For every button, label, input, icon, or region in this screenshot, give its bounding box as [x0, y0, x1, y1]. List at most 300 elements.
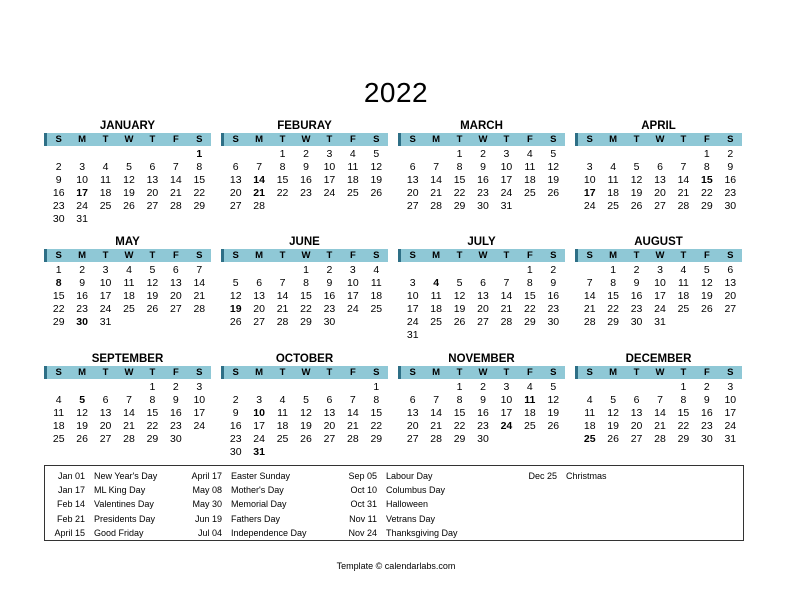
month-name: FEBURAY — [277, 120, 332, 132]
day-cell: 15 — [193, 174, 206, 186]
day-cell: 30 — [701, 433, 713, 445]
weekday-label: S — [550, 250, 557, 261]
holiday-row — [45, 512, 157, 526]
weekday-label: S — [586, 250, 593, 261]
day-cell: 3 — [196, 381, 203, 393]
day-cell: 8 — [703, 161, 710, 173]
day-cell: 28 — [193, 303, 206, 315]
day-cell: 30 — [630, 316, 643, 328]
day-cell: 14 — [170, 174, 182, 186]
month-may — [44, 235, 211, 329]
holiday-name: Fathers Day — [231, 513, 281, 524]
day-cell: 11 — [524, 161, 536, 173]
day-cell: 6 — [409, 394, 416, 406]
weekday-label: S — [232, 134, 239, 145]
day-cell: 11 — [430, 290, 442, 302]
day-grid — [44, 148, 211, 226]
weekday-label: T — [680, 250, 687, 261]
day-cell: 25 — [607, 200, 619, 212]
day-cell: 12 — [76, 407, 88, 419]
day-cell: 13 — [146, 174, 159, 186]
day-cell: 28 — [253, 200, 265, 212]
day-cell: 21 — [430, 420, 442, 432]
holiday-name: Valentines Day — [94, 499, 154, 510]
weekday-label: F — [349, 134, 356, 145]
day-cell: 19 — [229, 303, 242, 315]
day-cell: 30 — [477, 433, 489, 445]
day-cell: 7 — [349, 394, 356, 406]
weekday-label: S — [409, 367, 416, 378]
holiday-row — [45, 469, 157, 483]
day-cell: 26 — [453, 316, 466, 328]
day-cell: 20 — [99, 420, 112, 432]
day-cell: 23 — [477, 187, 489, 199]
day-cell: 8 — [303, 277, 309, 289]
day-cell: 10 — [500, 161, 513, 173]
day-cell: 26 — [547, 187, 560, 199]
day-cell: 31 — [500, 200, 513, 212]
day-cell: 15 — [701, 174, 713, 186]
day-cell: 25 — [583, 433, 596, 445]
day-cell: 29 — [300, 316, 312, 328]
day-cell: 21 — [500, 303, 513, 315]
day-cell: 23 — [547, 303, 560, 315]
day-cell: 8 — [456, 394, 463, 406]
day-cell: 2 — [232, 394, 239, 406]
day-cell: 19 — [123, 187, 135, 199]
day-cell: 7 — [279, 277, 286, 289]
weekday-header — [44, 249, 211, 262]
weekday-label: M — [609, 367, 618, 378]
day-cell: 19 — [630, 187, 643, 199]
day-cell: 2 — [550, 264, 557, 276]
weekday-label: S — [232, 250, 239, 261]
day-cell: 9 — [172, 394, 179, 406]
day-cell: 26 — [229, 316, 242, 328]
day-cell: 27 — [323, 433, 336, 445]
day-cell: 27 — [654, 200, 666, 212]
day-cell: 30 — [170, 433, 182, 445]
holiday-name: New Year's Day — [94, 471, 158, 481]
day-cell: 25 — [52, 433, 65, 445]
holiday-row — [180, 469, 307, 483]
holiday-column — [335, 469, 458, 540]
weekday-label: W — [655, 367, 665, 378]
day-cell: 1 — [680, 381, 687, 393]
day-cell: 9 — [79, 277, 86, 289]
day-cell: 4 — [102, 161, 109, 173]
day-cell: 31 — [406, 329, 419, 341]
holiday-column — [180, 469, 307, 540]
day-cell: 19 — [370, 174, 383, 186]
day-cell: 11 — [347, 161, 359, 173]
month-name: NOVEMBER — [448, 353, 515, 365]
day-cell: 28 — [123, 433, 135, 445]
day-cell: 25 — [677, 303, 690, 315]
weekday-label: S — [409, 250, 416, 261]
day-cell: 25 — [276, 433, 289, 445]
day-cell: 25 — [524, 420, 536, 432]
day-cell: 24 — [76, 200, 88, 212]
holiday-date: Feb 21 — [56, 513, 85, 524]
day-cell: 5 — [633, 161, 640, 173]
day-cell: 3 — [503, 148, 510, 160]
empty-day — [247, 381, 270, 394]
weekday-label: S — [55, 134, 62, 145]
day-cell: 11 — [677, 277, 689, 289]
day-cell: 16 — [724, 174, 737, 186]
holiday-row — [335, 497, 458, 511]
day-cell: 27 — [406, 433, 419, 445]
day-cell: 13 — [654, 174, 666, 186]
day-cell: 1 — [456, 381, 463, 393]
month-november — [398, 352, 565, 446]
day-cell: 11 — [53, 407, 65, 419]
day-cell: 24 — [323, 187, 336, 199]
day-cell: 24 — [253, 433, 265, 445]
month-name: JANUARY — [99, 120, 156, 132]
empty-day — [318, 381, 341, 394]
day-cell: 24 — [583, 200, 596, 212]
day-cell: 27 — [146, 200, 159, 212]
day-cell: 15 — [52, 290, 65, 302]
day-cell: 18 — [583, 420, 596, 432]
day-cell: 2 — [633, 264, 640, 276]
weekday-label: T — [503, 134, 510, 145]
day-cell: 14 — [500, 290, 513, 302]
day-cell: 15 — [453, 174, 466, 186]
day-cell: 14 — [276, 290, 289, 302]
day-cell: 23 — [170, 420, 182, 432]
day-cell: 19 — [453, 303, 466, 315]
weekday-label: F — [703, 134, 710, 145]
weekday-label: M — [78, 367, 87, 378]
day-cell: 18 — [607, 187, 619, 199]
day-cell: 10 — [193, 394, 206, 406]
day-cell: 5 — [456, 277, 463, 289]
weekday-label: F — [172, 250, 179, 261]
day-cell: 3 — [349, 264, 356, 276]
day-cell: 23 — [323, 303, 336, 315]
day-cell: 3 — [727, 381, 734, 393]
day-cell: 16 — [547, 290, 560, 302]
day-cell: 1 — [303, 264, 309, 276]
day-cell: 15 — [677, 407, 690, 419]
weekday-label: T — [149, 134, 156, 145]
day-cell: 29 — [453, 200, 466, 212]
holiday-date: Sep 05 — [348, 471, 377, 481]
day-cell: 11 — [524, 394, 536, 406]
holiday-date: Feb 14 — [56, 499, 85, 510]
day-cell: 22 — [677, 420, 690, 432]
weekday-label: S — [55, 250, 62, 261]
day-cell: 16 — [300, 174, 312, 186]
day-cell: 10 — [406, 290, 419, 302]
day-cell: 2 — [703, 381, 710, 393]
day-cell: 22 — [453, 187, 466, 199]
day-grid — [44, 264, 211, 329]
weekday-label: T — [456, 134, 463, 145]
day-cell: 1 — [610, 264, 617, 276]
weekday-label: T — [456, 367, 463, 378]
day-cell: 12 — [229, 290, 242, 302]
day-cell: 19 — [547, 174, 560, 186]
day-cell: 28 — [654, 433, 666, 445]
day-cell: 12 — [453, 290, 466, 302]
day-cell: 22 — [300, 303, 312, 315]
month-october — [221, 352, 388, 459]
weekday-label: W — [301, 367, 311, 378]
day-cell: 6 — [326, 394, 333, 406]
day-cell: 1 — [279, 148, 286, 160]
day-cell: 29 — [607, 316, 619, 328]
holiday-row — [335, 512, 458, 526]
day-cell: 12 — [547, 161, 560, 173]
day-cell: 15 — [146, 407, 159, 419]
weekday-label: T — [102, 250, 109, 261]
holiday-name: Presidents Day — [94, 513, 156, 524]
day-cell: 3 — [79, 161, 86, 173]
day-cell: 5 — [550, 381, 557, 393]
day-cell: 4 — [526, 381, 533, 393]
day-cell: 31 — [99, 316, 112, 328]
weekday-label: S — [550, 367, 557, 378]
weekday-label: T — [633, 250, 640, 261]
month-january — [44, 119, 211, 226]
day-cell: 11 — [607, 174, 619, 186]
month-name: AUGUST — [634, 236, 683, 248]
day-cell: 28 — [677, 200, 690, 212]
day-cell: 18 — [524, 174, 536, 186]
day-cell: 23 — [477, 420, 489, 432]
day-grid — [575, 148, 742, 213]
weekday-label: S — [373, 134, 380, 145]
day-cell: 14 — [123, 407, 135, 419]
empty-day — [448, 264, 471, 277]
day-cell: 10 — [323, 161, 336, 173]
day-cell: 23 — [300, 187, 312, 199]
day-cell: 27 — [724, 303, 737, 315]
day-cell: 7 — [433, 394, 440, 406]
day-cell: 4 — [433, 277, 440, 289]
weekday-label: M — [255, 134, 264, 145]
day-cell: 15 — [276, 174, 289, 186]
day-cell: 6 — [232, 161, 239, 173]
day-cell: 1 — [196, 148, 203, 160]
day-cell: 24 — [99, 303, 112, 315]
day-grid — [575, 264, 742, 329]
weekday-label: T — [102, 134, 109, 145]
day-cell: 25 — [123, 303, 135, 315]
empty-day — [117, 148, 140, 161]
weekday-label: S — [196, 250, 203, 261]
day-cell: 17 — [583, 187, 596, 199]
day-cell: 4 — [526, 148, 533, 160]
weekday-label: T — [149, 367, 156, 378]
day-cell: 24 — [193, 420, 206, 432]
weekday-header — [575, 133, 742, 146]
day-cell: 2 — [172, 381, 179, 393]
day-cell: 2 — [727, 148, 734, 160]
day-cell: 22 — [701, 187, 713, 199]
weekday-label: F — [526, 134, 533, 145]
day-cell: 6 — [256, 277, 263, 289]
weekday-label: S — [727, 250, 734, 261]
day-cell: 3 — [586, 161, 593, 173]
empty-day — [94, 381, 117, 394]
day-cell: 23 — [724, 187, 737, 199]
day-cell: 17 — [193, 407, 206, 419]
day-cell: 20 — [170, 290, 182, 302]
day-cell: 13 — [229, 174, 242, 186]
day-cell: 21 — [430, 187, 442, 199]
day-cell: 31 — [76, 213, 88, 225]
day-cell: 30 — [229, 446, 242, 458]
holiday-name: ML King Day — [94, 485, 146, 496]
weekday-header — [575, 366, 742, 379]
day-cell: 17 — [500, 174, 513, 186]
day-cell: 7 — [680, 161, 687, 173]
day-cell: 27 — [477, 316, 489, 328]
month-name: JUNE — [289, 236, 320, 248]
weekday-label: M — [609, 134, 618, 145]
day-cell: 6 — [657, 161, 663, 173]
weekday-label: F — [172, 134, 179, 145]
empty-day — [141, 148, 164, 161]
holiday-date: April 17 — [191, 471, 222, 481]
day-cell: 12 — [701, 277, 713, 289]
month-september — [44, 352, 211, 446]
weekday-header — [398, 133, 565, 146]
holiday-name: Good Friday — [94, 527, 144, 538]
weekday-label: F — [349, 367, 356, 378]
month-name: DECEMBER — [625, 353, 692, 365]
day-grid — [221, 381, 388, 459]
day-cell: 26 — [146, 303, 159, 315]
day-cell: 11 — [584, 407, 596, 419]
day-cell: 21 — [123, 420, 135, 432]
year-title: 2022 — [363, 77, 429, 108]
weekday-label: W — [124, 134, 134, 145]
holiday-row — [515, 469, 607, 483]
day-cell: 5 — [126, 161, 132, 173]
weekday-label: S — [409, 134, 416, 145]
day-cell: 20 — [406, 187, 419, 199]
day-cell: 27 — [406, 200, 419, 212]
day-cell: 12 — [300, 407, 312, 419]
day-cell: 21 — [193, 290, 206, 302]
day-cell: 21 — [677, 187, 690, 199]
day-cell: 23 — [630, 303, 643, 315]
weekday-label: M — [255, 367, 264, 378]
day-cell: 22 — [52, 303, 65, 315]
day-cell: 28 — [347, 433, 359, 445]
holiday-date: Oct 10 — [350, 485, 377, 496]
weekday-label: F — [703, 250, 710, 261]
day-cell: 20 — [654, 187, 666, 199]
day-cell: 30 — [724, 200, 737, 212]
month-name: JULY — [467, 236, 496, 248]
day-cell: 28 — [430, 433, 442, 445]
day-cell: 14 — [677, 174, 690, 186]
day-cell: 30 — [323, 316, 336, 328]
holiday-date: May 08 — [192, 485, 222, 496]
day-cell: 17 — [76, 187, 88, 199]
day-cell: 24 — [724, 420, 737, 432]
weekday-label: S — [196, 367, 203, 378]
day-cell: 21 — [654, 420, 666, 432]
day-cell: 8 — [373, 394, 380, 406]
empty-day — [672, 148, 695, 161]
day-cell: 26 — [123, 200, 135, 212]
weekday-label: T — [633, 367, 640, 378]
empty-day — [424, 264, 447, 277]
day-cell: 2 — [79, 264, 86, 276]
day-cell: 16 — [52, 187, 65, 199]
weekday-label: T — [680, 367, 687, 378]
day-cell: 19 — [547, 407, 560, 419]
day-cell: 20 — [229, 187, 242, 199]
day-cell: 1 — [456, 148, 463, 160]
day-cell: 20 — [146, 187, 159, 199]
weekday-label: S — [373, 367, 380, 378]
day-cell: 27 — [630, 433, 643, 445]
day-cell: 6 — [149, 161, 156, 173]
empty-day — [271, 264, 294, 277]
weekday-label: M — [432, 134, 441, 145]
day-cell: 9 — [480, 394, 486, 406]
day-cell: 20 — [630, 420, 643, 432]
day-cell: 10 — [347, 277, 359, 289]
day-cell: 26 — [300, 433, 312, 445]
day-cell: 25 — [99, 200, 112, 212]
day-cell: 4 — [373, 264, 380, 276]
day-cell: 5 — [232, 277, 239, 289]
day-cell: 4 — [680, 264, 687, 276]
day-cell: 18 — [430, 303, 442, 315]
day-cell: 3 — [326, 148, 333, 160]
day-cell: 5 — [79, 394, 86, 406]
empty-day — [578, 264, 601, 277]
holiday-row — [45, 526, 157, 540]
day-cell: 10 — [654, 277, 666, 289]
day-cell: 2 — [326, 264, 333, 276]
weekday-label: T — [102, 367, 109, 378]
day-cell: 4 — [349, 148, 356, 160]
holiday-column — [45, 469, 157, 540]
day-cell: 30 — [76, 316, 88, 328]
day-cell: 9 — [727, 161, 734, 173]
day-cell: 19 — [300, 420, 312, 432]
empty-day — [401, 381, 424, 394]
day-cell: 14 — [430, 174, 442, 186]
weekday-label: S — [727, 367, 734, 378]
day-cell: 6 — [409, 161, 416, 173]
weekday-label: F — [349, 250, 356, 261]
holiday-name: Independence Day — [231, 527, 307, 538]
empty-day — [578, 148, 601, 161]
day-cell: 18 — [99, 187, 112, 199]
day-cell: 1 — [373, 381, 380, 393]
day-cell: 13 — [406, 174, 419, 186]
holiday-date: Nov 11 — [349, 513, 377, 524]
day-cell: 14 — [193, 277, 206, 289]
weekday-label: W — [478, 134, 488, 145]
holiday-date: Jan 17 — [57, 485, 85, 496]
holiday-date: Jan 01 — [57, 471, 85, 481]
day-cell: 21 — [253, 187, 265, 199]
weekday-label: T — [326, 367, 333, 378]
